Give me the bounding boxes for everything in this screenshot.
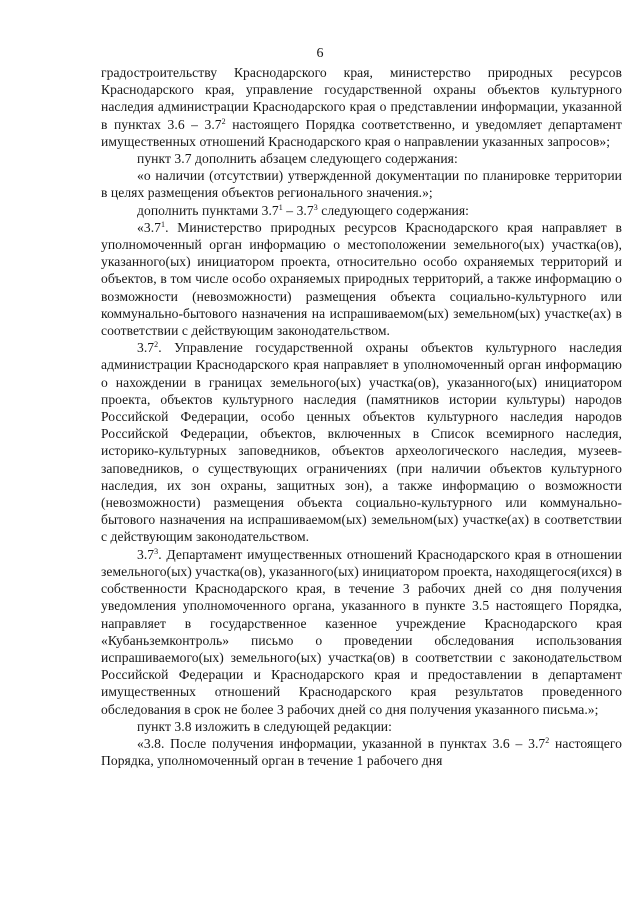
document-body	[101, 64, 622, 769]
paragraph-amend-3-8: пункт 3.8 изложить в следующей редакции:	[137, 718, 392, 734]
paragraph-point-3-8: «3.8. После получения информации, указанной в пунктах $3.6 - 3.7^2$ настоящего Порядка, уполномоченный орган в течение 1 рабочего дня	[101, 735, 622, 769]
paragraph-quote-planning: «о наличии (отсутствии) утвержденной документации по планировке территории в целях размещения объектов регионального значения.»;	[101, 168, 622, 201]
paragraph-point-3-7-3: $3.7^3$. Департамент имущественных отношений Краснодарского края в отношении земельного(ых) участка(ов), указанного(ых) инициатором проекта, находящегося(ихся) в собственности Краснодарского края, в течение 3 рабочих дней со дня получения уведомления уполномоченного органа, указанного в пункте 3.5 настоящего Порядка, направляет в государственное казенное учреждение Краснодарского края «Кубаньземконтроль» письмо о проведении обследования использования испрашиваемого(ых) земельного(ых) участка(ов) в соответствии с законодательством Российской Федерации и Краснодарского края и предоставлении в департамент имущественных отношений Краснодарского края результатов проведенного обследования в срок не более 3 рабочих дней со дня получения указанного письма.»;	[101, 546, 622, 717]
page-number: 6	[316, 46, 324, 61]
paragraph-point-3-7-1: «$3.7^1$. Министерство природных ресурсов Краснодарского края направляет в уполномоченный орган информацию о местоположении земельного(ых) участка(ов), указанного(ых) инициатором проекта, относительно особо охраняемых территорий и объектов, в том числе особо охраняемых природных территорий, а также информацию о возможности (невозможности) размещения объекта социально-культурного или коммунально-бытового назначения на испрашиваемом(ых) земельном(ых) участке(ах) в соответствии с действующим законодательством.	[101, 219, 622, 339]
paragraph-continuation: градостроительству Краснодарского края, министерство природных ресурсов Краснодарского края, управление государственной охраны объектов культурного наследия администрации Краснодарского края о представлении информации, указанной в пунктах $3.6 - 3.7^2$ настоящего Порядка соответственно, и уведомляет департамент имущественных отношений Краснодарского края о направлении указанных запросов»;	[101, 65, 622, 149]
paragraph-amend-3-7: пункт 3.7 дополнить абзацем следующего содержания:	[137, 151, 458, 167]
paragraph-add-points: дополнить пунктами $3.7^1 - 3.7^3$ следующего содержания:	[137, 202, 469, 218]
paragraph-point-3-7-2: $3.7^2$. Управление государственной охраны объектов культурного наследия администрации Краснодарского края направляет в уполномоченный орган информацию о нахождении в границах земельного(ых) участка(ов), указанного(ых) инициатором проекта, объектов культурного наследия (памятников истории культуры) народов Российской Федерации, особо ценных объектов культурного наследия народов Российской Федерации, объектов, включенных в Список всемирного наследия, историко-культурных заповедников, объектов археологического наследия, музеев-заповедников, о существующих ограничениях (при наличии объектов культурного наследия, их зон охраны, защитных зон), а также информацию о возможности (невозможности) размещения объекта социально-культурного или коммунально-бытового назначения на испрашиваемом(ых) земельном(ых) участке(ах) в соответствии с действующим законодательством.	[101, 340, 622, 545]
